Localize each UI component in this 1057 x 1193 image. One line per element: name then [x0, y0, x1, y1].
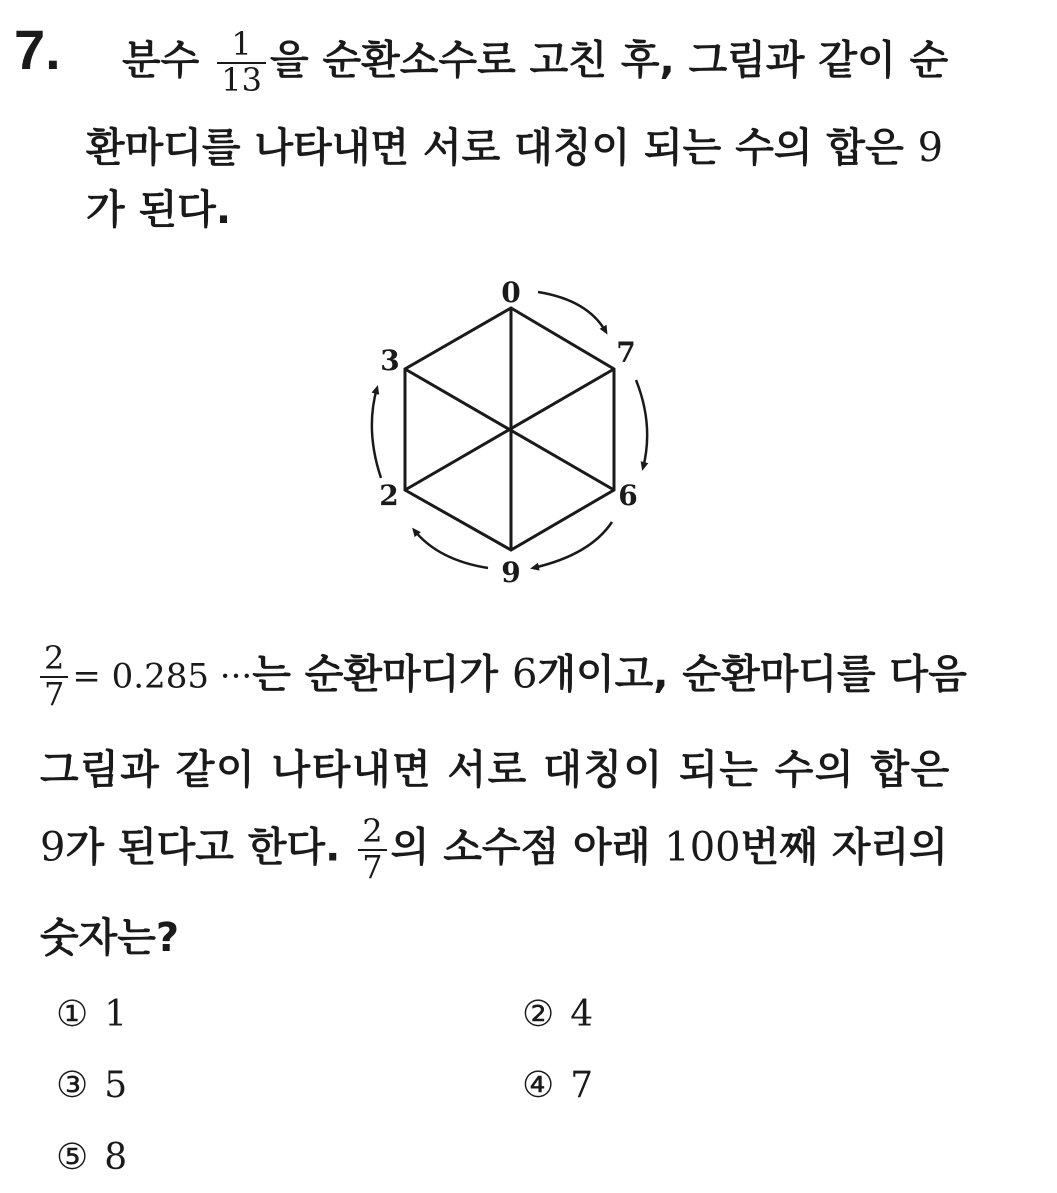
- fraction-denominator: 13: [221, 60, 262, 99]
- hexagon-outline: [405, 308, 614, 550]
- arrow-2-to-3: [372, 388, 381, 478]
- option-5[interactable]: [56, 1137, 128, 1178]
- option-mark: ⑤: [56, 1137, 89, 1178]
- option-mark: ①: [56, 994, 89, 1035]
- option-4[interactable]: [522, 1065, 594, 1106]
- option-2[interactable]: [522, 994, 594, 1035]
- arrow-6-to-9: [533, 522, 612, 568]
- question-number: 7.: [14, 18, 61, 81]
- fraction-numerator: 1: [217, 28, 266, 64]
- diagram-label-0: 0: [501, 276, 521, 309]
- option-value: 5: [104, 1065, 128, 1106]
- question-line-2: [86, 125, 944, 171]
- diagram-label-7: 7: [616, 336, 636, 369]
- option-value: 1: [104, 994, 128, 1035]
- diagram-label-6: 6: [618, 479, 638, 512]
- question-line-3: [86, 187, 232, 233]
- question-text-2a: 환마디를 나타내면 서로 대칭이 되는 수의 합은: [86, 125, 904, 171]
- fraction-1-13: [217, 25, 266, 99]
- question-text-3: 가 된다.: [86, 187, 232, 233]
- body-text-4: 숫자는?: [40, 915, 180, 961]
- body-text-1a: 는 순환마디가: [252, 651, 498, 698]
- fraction-numerator: 2: [40, 642, 68, 678]
- option-mark: ④: [522, 1065, 555, 1106]
- fraction-denominator: 7: [44, 674, 65, 713]
- body-text-3c: 번째 자리의: [740, 824, 948, 871]
- body-text-1b: 개이고, 순환마디를 다음: [537, 651, 967, 698]
- option-value: 7: [570, 1065, 594, 1106]
- fraction-denominator: 7: [362, 847, 383, 886]
- option-1[interactable]: [56, 994, 128, 1035]
- arrow-9-to-2: [414, 530, 488, 568]
- body-number-100: 100: [664, 824, 741, 871]
- arrow-0-to-7: [538, 292, 606, 332]
- body-line-1: [40, 639, 967, 713]
- diagonal-6-3: [405, 369, 614, 490]
- decimal-expansion: = 0.285 ···: [72, 656, 253, 697]
- question-text-1a: 분수: [122, 37, 200, 84]
- diagram-label-3: 3: [380, 344, 400, 377]
- body-line-3: [40, 812, 948, 886]
- diagram-label-9: 9: [501, 556, 521, 589]
- arrow-7-to-6: [636, 380, 647, 468]
- body-text-3b: 의 소수점 아래: [390, 824, 651, 871]
- option-3[interactable]: [56, 1065, 128, 1106]
- body-line-4: [40, 915, 180, 961]
- body-line-2: [40, 747, 951, 793]
- option-mark: ②: [522, 994, 555, 1035]
- option-mark: ③: [56, 1065, 89, 1106]
- option-value: 4: [570, 994, 594, 1035]
- body-number-9: 9: [40, 824, 66, 871]
- body-text-3a: 가 된다고 한다.: [65, 824, 341, 871]
- diagonal-7-2: [405, 369, 614, 490]
- body-number-6: 6: [511, 651, 538, 698]
- question-line-1: [122, 25, 949, 99]
- body-text-2: 그림과 같이 나타내면 서로 대칭이 되는 수의 합은: [40, 747, 951, 793]
- fraction-numerator: 2: [358, 815, 386, 851]
- diagram-label-2: 2: [379, 479, 399, 512]
- question-text-1b: 을 순환소수로 고친 후, 그림과 같이 순: [269, 37, 949, 84]
- question-number-9: 9: [917, 125, 944, 171]
- fraction-2-7: [40, 639, 68, 713]
- option-value: 8: [104, 1137, 128, 1178]
- fraction-2-7-second: [358, 812, 386, 886]
